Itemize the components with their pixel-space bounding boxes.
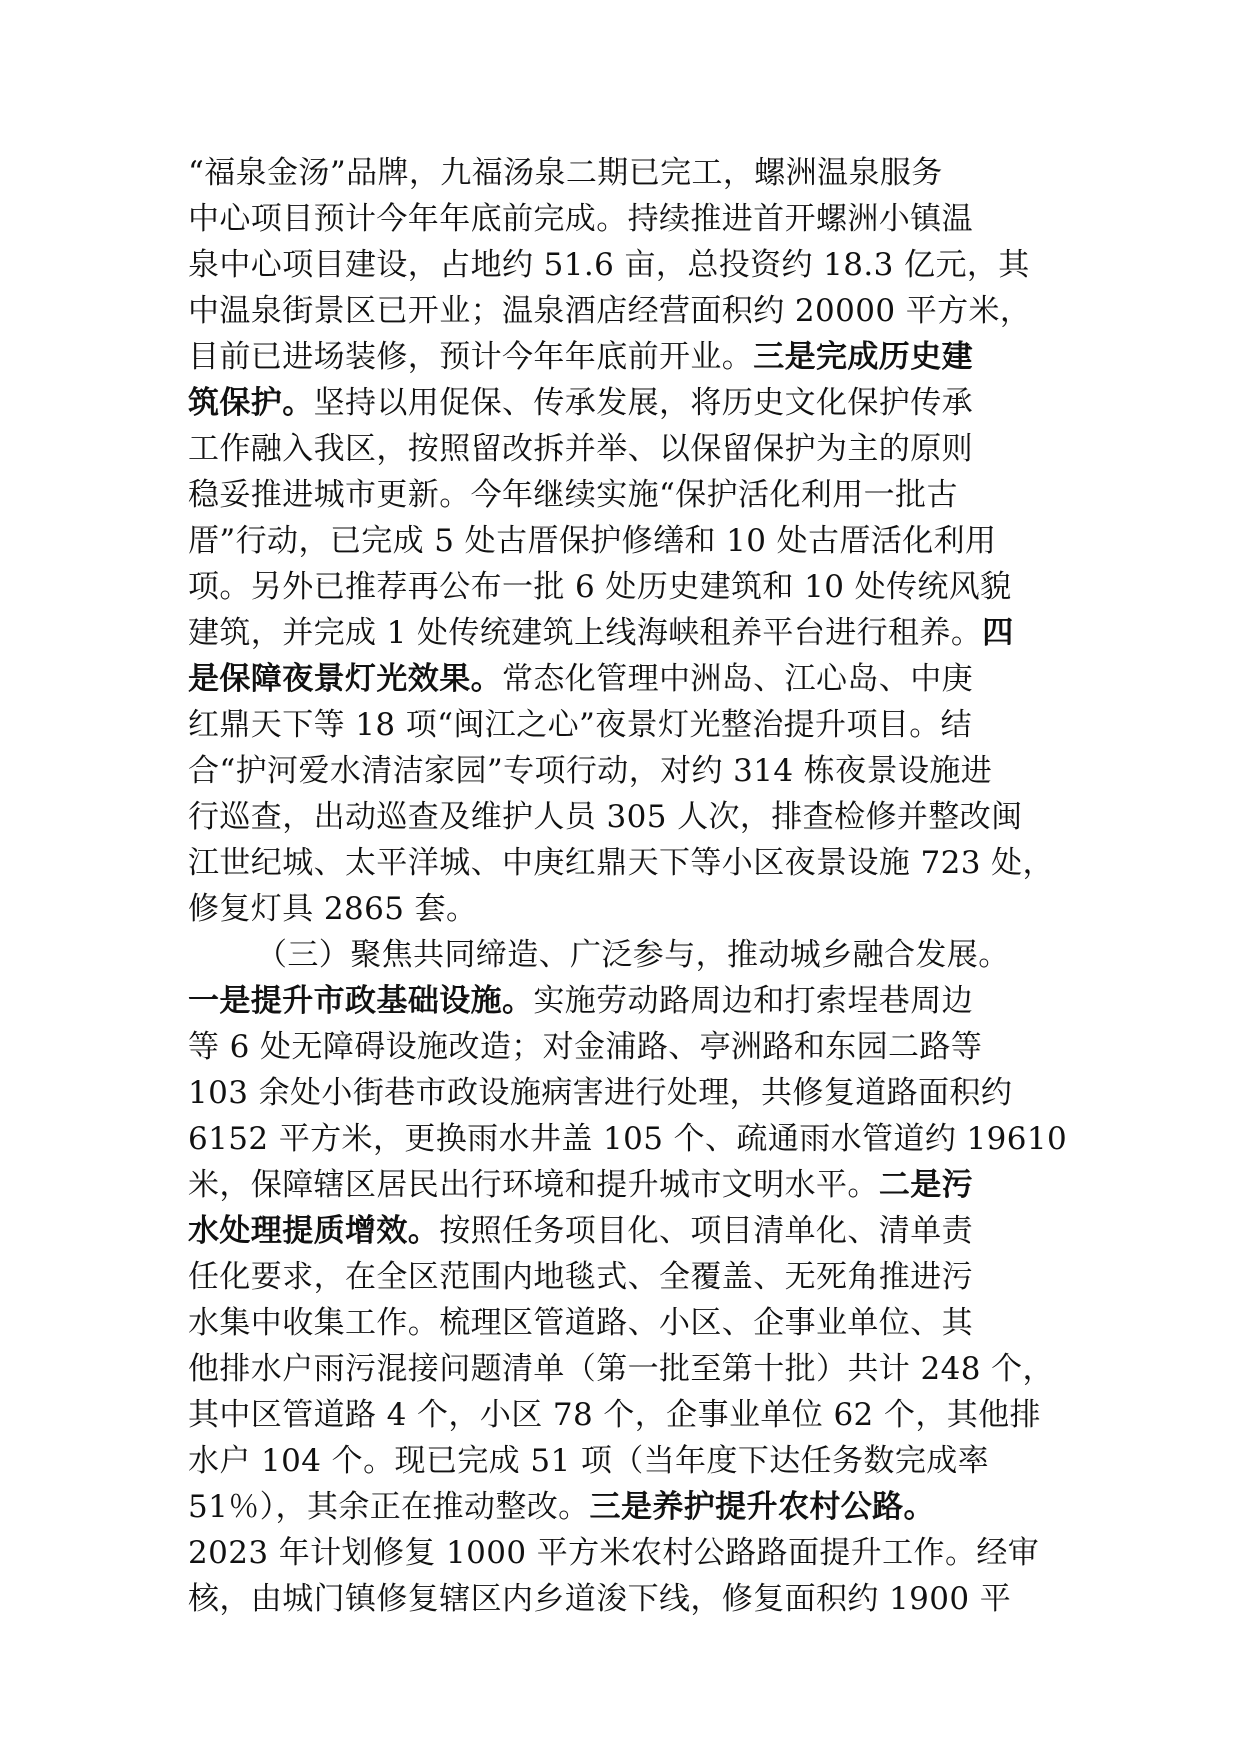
text-line — [188, 196, 1088, 242]
text-line — [188, 1070, 1088, 1116]
text-line — [188, 1392, 1088, 1438]
body-text-segment: 水户 104 个。现已完成 51 项（当年度下达任务数完成率 — [188, 1443, 990, 1479]
body-text-segment: 103 余处小街巷市政设施病害进行处理，共修复道路面积约 — [188, 1075, 1013, 1111]
body-text-segment: 厝”行动，已完成 5 处古厝保护修缮和 10 处古厝活化利用 — [188, 523, 997, 559]
body-text-segment: 项。另外已推荐再公布一批 6 处历史建筑和 10 处传统风貌 — [188, 569, 1012, 605]
text-line — [188, 1346, 1088, 1392]
text-line — [188, 610, 1088, 656]
bold-heading-text: 是保障夜景灯光效果。 — [188, 661, 502, 697]
bold-heading-text: 一是提升市政基础设施。 — [188, 983, 534, 1019]
body-text-segment: 6152 平方米，更换雨水井盖 105 个、疏通雨水管道约 19610 — [188, 1121, 1068, 1157]
body-text-segment: 目前已进场装修，预计今年年底前开业。 — [188, 339, 754, 375]
body-text-segment: 工作融入我区，按照留改拆并举、以保留保护为主的原则 — [188, 431, 973, 467]
text-line — [188, 1438, 1088, 1484]
text-line — [188, 288, 1088, 334]
body-text-segment: 江世纪城、太平洋城、中庚红鼎天下等小区夜景设施 723 处， — [188, 845, 1054, 881]
text-line — [188, 426, 1088, 472]
text-line — [188, 748, 1088, 794]
body-text-segment: 中温泉街景区已开业；温泉酒店经营面积约 20000 平方米， — [188, 293, 1032, 329]
body-text-segment: 坚持以用促保、传承发展，将历史文化保护传承 — [313, 385, 974, 421]
body-text-segment: 常态化管理中洲岛、江心岛、中庚 — [502, 661, 973, 697]
body-text-segment: 行巡查，出动巡查及维护人员 305 人次，排查检修并整改闽 — [188, 799, 1023, 835]
text-line — [188, 564, 1088, 610]
text-line — [188, 978, 1088, 1024]
body-text-segment: 泉中心项目建设，占地约 51.6 亩，总投资约 18.3 亿元，其 — [188, 247, 1030, 283]
text-line — [188, 886, 1088, 932]
text-line — [188, 1300, 1088, 1346]
text-line — [188, 1208, 1088, 1254]
text-line — [188, 150, 1088, 196]
text-line — [188, 1162, 1088, 1208]
text-line — [188, 840, 1088, 886]
bold-heading-text: 筑保护。 — [188, 385, 314, 421]
text-line — [188, 1530, 1088, 1576]
body-text-segment: 红鼎天下等 18 项“闽江之心”夜景灯光整治提升项目。结 — [188, 707, 973, 743]
body-text-segment: “福泉金汤”品牌，九福汤泉二期已完工，螺洲温泉服务 — [188, 155, 943, 191]
bold-heading-text: 二是污 — [878, 1167, 974, 1203]
body-text-segment: 水集中收集工作。梳理区管道路、小区、企事业单位、其 — [188, 1305, 973, 1341]
body-text-segment: 51％），其余正在推动整改。 — [188, 1489, 590, 1525]
bold-heading-text: 三是养护提升农村公路。 — [589, 1489, 935, 1525]
text-line — [188, 1484, 1088, 1530]
text-line — [188, 518, 1088, 564]
body-text-segment: 稳妥推进城市更新。今年继续实施“保护活化利用一批古 — [188, 477, 958, 513]
text-line — [188, 932, 1088, 978]
body-text-segment: （三）聚焦共同缔造、广泛参与，推动城乡融合发展。 — [256, 937, 1010, 973]
body-text-segment: 实施劳动路周边和打索埕巷周边 — [533, 983, 974, 1019]
bold-heading-text: 三是完成历史建 — [753, 339, 974, 375]
body-text-segment: 等 6 处无障碍设施改造；对金浦路、亭洲路和东园二路等 — [188, 1029, 983, 1065]
body-text-segment: 合“护河爱水清洁家园”专项行动，对约 314 栋夜景设施进 — [188, 753, 993, 789]
body-text — [188, 150, 1088, 1622]
text-line — [188, 380, 1088, 426]
body-text-segment: 他排水户雨污混接问题清单（第一批至第十批）共计 248 个， — [188, 1351, 1054, 1387]
bold-heading-text: 四 — [982, 615, 1014, 651]
body-text-segment: 按照任务项目化、项目清单化、清单责 — [439, 1213, 974, 1249]
body-text-segment: 其中区管道路 4 个，小区 78 个，企事业单位 62 个，其他排 — [188, 1397, 1041, 1433]
body-text-segment: 任化要求，在全区范围内地毯式、全覆盖、无死角推进污 — [188, 1259, 973, 1295]
text-line — [188, 702, 1088, 748]
text-line — [188, 1254, 1088, 1300]
text-line — [188, 1024, 1088, 1070]
body-text-segment: 修复灯具 2865 套。 — [188, 891, 478, 927]
text-line — [188, 794, 1088, 840]
body-text-segment: 核，由城门镇修复辖区内乡道浚下线，修复面积约 1900 平 — [188, 1581, 1012, 1617]
text-line — [188, 242, 1088, 288]
text-line — [188, 334, 1088, 380]
body-text-segment: 米，保障辖区居民出行环境和提升城市文明水平。 — [188, 1167, 879, 1203]
text-line — [188, 656, 1088, 702]
body-text-segment: 2023 年计划修复 1000 平方米农村公路路面提升工作。经审 — [188, 1535, 1040, 1571]
body-text-segment: 建筑，并完成 1 处传统建筑上线海峡租养平台进行租养。 — [188, 615, 983, 651]
text-line — [188, 1576, 1088, 1622]
text-line — [188, 472, 1088, 518]
body-text-segment: 中心项目预计今年年底前完成。持续推进首开螺洲小镇温 — [188, 201, 973, 237]
bold-heading-text: 水处理提质增效。 — [188, 1213, 440, 1249]
text-line — [188, 1116, 1088, 1162]
